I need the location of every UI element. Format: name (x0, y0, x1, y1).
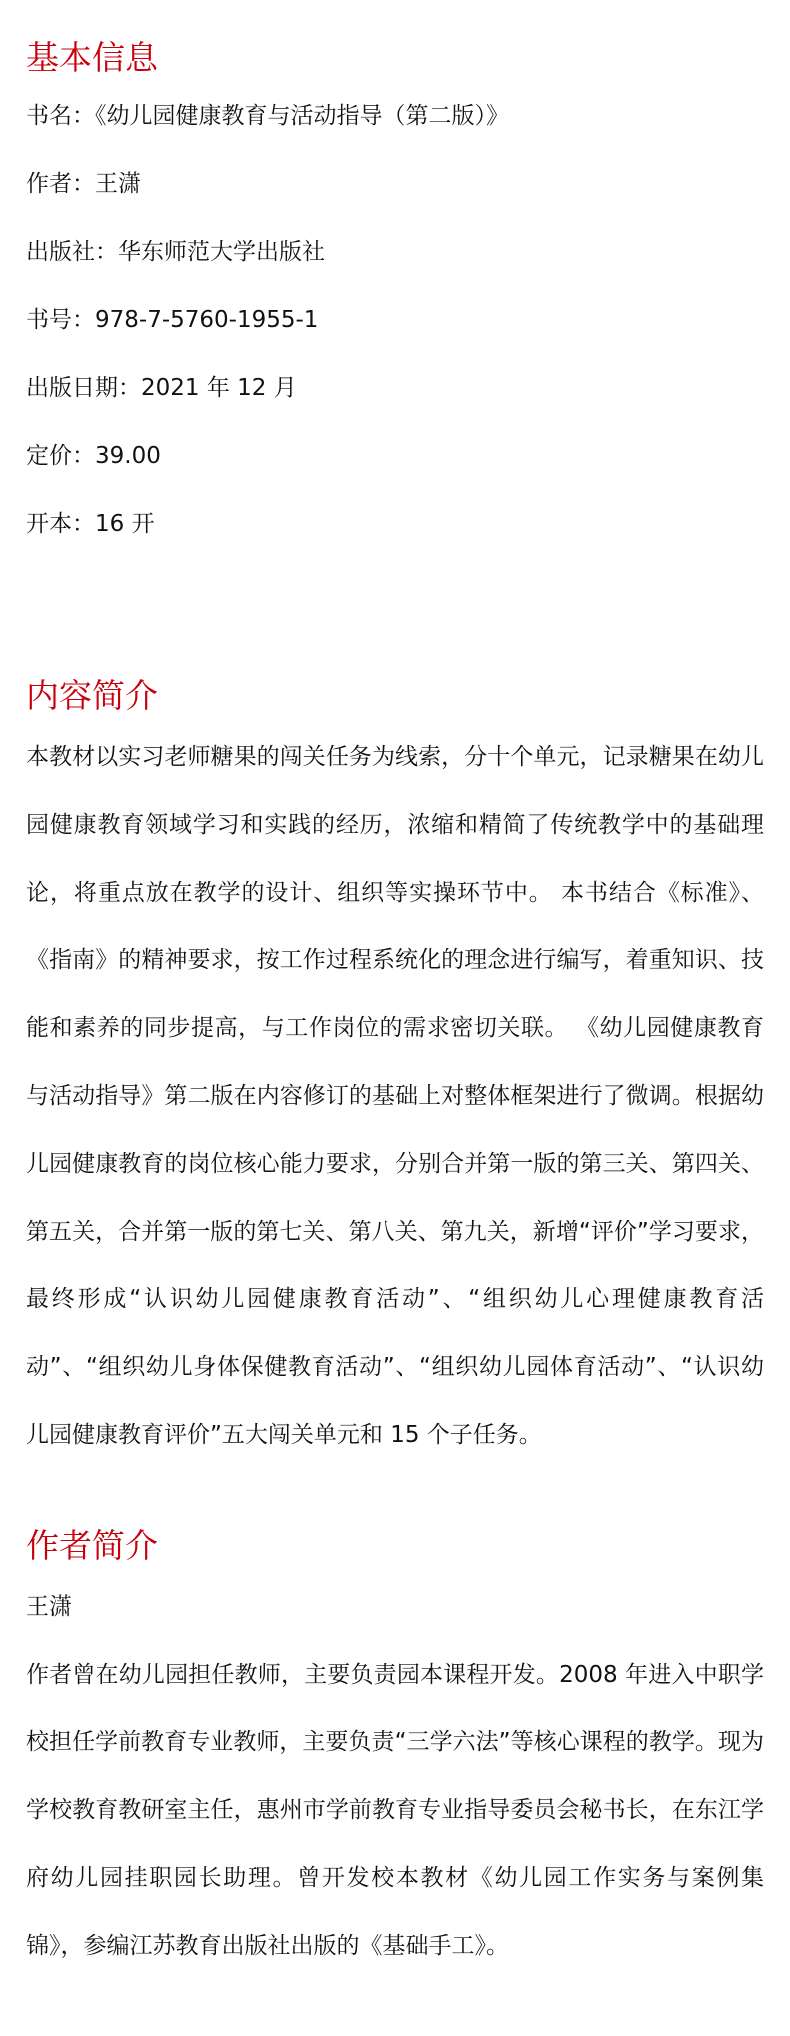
author-line: 作者：王潇 (26, 171, 141, 197)
publisher-line: 出版社：华东师范大学出版社 (26, 239, 325, 265)
publish-date-line: 出版日期：2021 年 12 月 (26, 375, 297, 401)
isbn-line: 书号：978-7-5760-1955-1 (26, 307, 319, 333)
author-heading: 作者简介 (26, 1525, 158, 1565)
format-line: 开本：16 开 (26, 511, 155, 537)
intro-heading: 内容简介 (26, 676, 158, 715)
author-name: 王潇 (26, 1593, 72, 1620)
intro-paragraph: 本教材以实习老师糖果的闯关任务为线索，分十个单元，记录糖果在幼儿园健康教育领域学习和实践的经历，浓缩和精简了传统教学中的基础理论，将重点放在教学的设计、组织等实操环节中。 本书结合《标准》、《指南》的精神要求，按工作过程系统化的理念进行编写，着重知识、技能和素养的同步提高，与工作岗位的需求密切关联。 《幼儿园健康教育与活动指导》第二版在内容修订的基础上对整体框架进行了微调。根据幼儿园健康教育的岗位核心能力要求，分别合并第一版的第三关、第四关、第五关，合并第一版的第七关、第八关、第九关，新增“评价”学习要求，最终形成“认识幼儿园健康教育活动”、“组织幼儿心理健康教育活动”、“组织幼儿身体保健教育活动”、“组织幼儿园体育活动”、“认识幼儿园健康教育评价”五大闯关单元和 15 个子任务。 (26, 744, 764, 1448)
price-line: 定价：39.00 (26, 443, 161, 469)
book-title-line: 书名：《幼儿园健康教育与活动指导（第二版）》 (26, 103, 509, 129)
basic-info-heading: 基本信息 (26, 38, 158, 77)
basic-info-list (26, 100, 764, 576)
author-bio-paragraph: 作者曾在幼儿园担任教师，主要负责园本课程开发。2008 年进入中职学校担任学前教育专业教师，主要负责“三学六法”等核心课程的教学。现为学校教育教研室主任，惠州市学前教育专业指导委员会秘书长，在东江学府幼儿园挂职园长助理。曾开发校本教材《幼儿园工作实务与案例集锦》，参编江苏教育出版社出版的《基础手工》。 (26, 1661, 764, 1959)
